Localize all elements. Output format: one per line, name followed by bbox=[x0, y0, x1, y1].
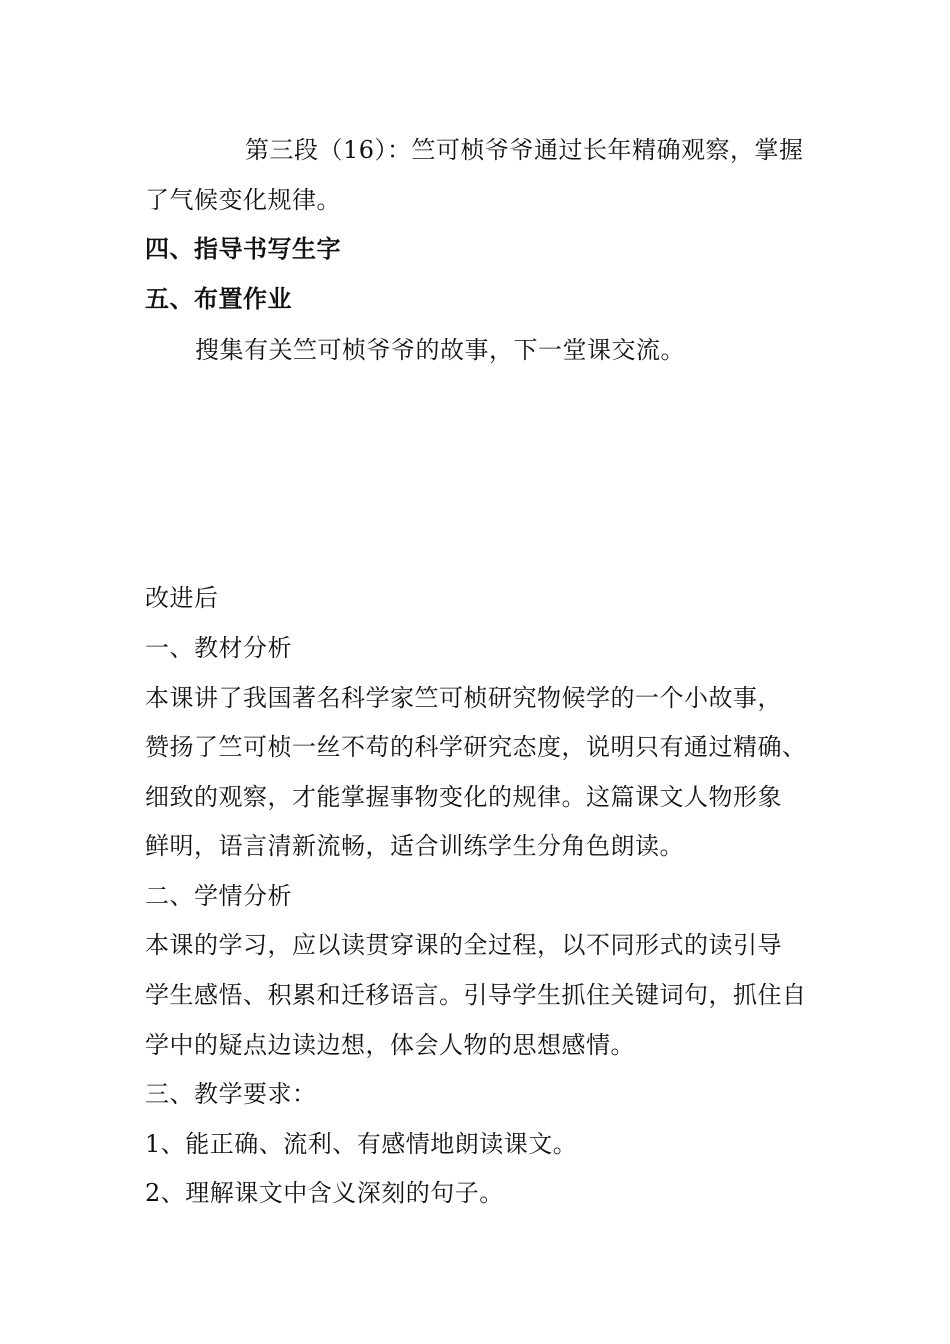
analysis-line: 赞扬了竺可桢一丝不苟的科学研究态度，说明只有通过精确、 bbox=[145, 733, 807, 761]
heading-3: 三、教学要求： bbox=[145, 1080, 317, 1108]
heading-2: 二、学情分析 bbox=[145, 882, 292, 910]
homework-text: 搜集有关竺可桢爷爷的故事，下一堂课交流。 bbox=[195, 336, 685, 364]
improved-title: 改进后 bbox=[145, 584, 219, 612]
analysis-line: 鲜明，语言清新流畅，适合训练学生分角色朗读。 bbox=[145, 832, 684, 860]
student-line: 学中的疑点边读边想，体会人物的思想感情。 bbox=[145, 1031, 635, 1059]
analysis-line: 本课讲了我国著名科学家竺可桢研究物候学的一个小故事， bbox=[145, 684, 782, 712]
analysis-line: 细致的观察，才能掌握事物变化的规律。这篇课文人物形象 bbox=[145, 783, 782, 811]
student-line: 本课的学习，应以读贯穿课的全过程，以不同形式的读引导 bbox=[145, 931, 782, 959]
paragraph-3-line-1: 第三段（16）：竺可桢爷爷通过长年精确观察，掌握 bbox=[245, 136, 804, 164]
student-line: 学生感悟、积累和迁移语言。引导学生抓住关键词句，抓住自 bbox=[145, 981, 807, 1009]
heading-5: 五、布置作业 bbox=[145, 285, 292, 313]
heading-4: 四、指导书写生字 bbox=[145, 235, 341, 263]
paragraph-3-line-2: 了气候变化规律。 bbox=[145, 186, 341, 214]
requirement-item: 2、理解课文中含义深刻的句子。 bbox=[145, 1179, 504, 1207]
heading-1: 一、教材分析 bbox=[145, 634, 292, 662]
requirement-item: 1、能正确、流利、有感情地朗读课文。 bbox=[145, 1130, 578, 1158]
